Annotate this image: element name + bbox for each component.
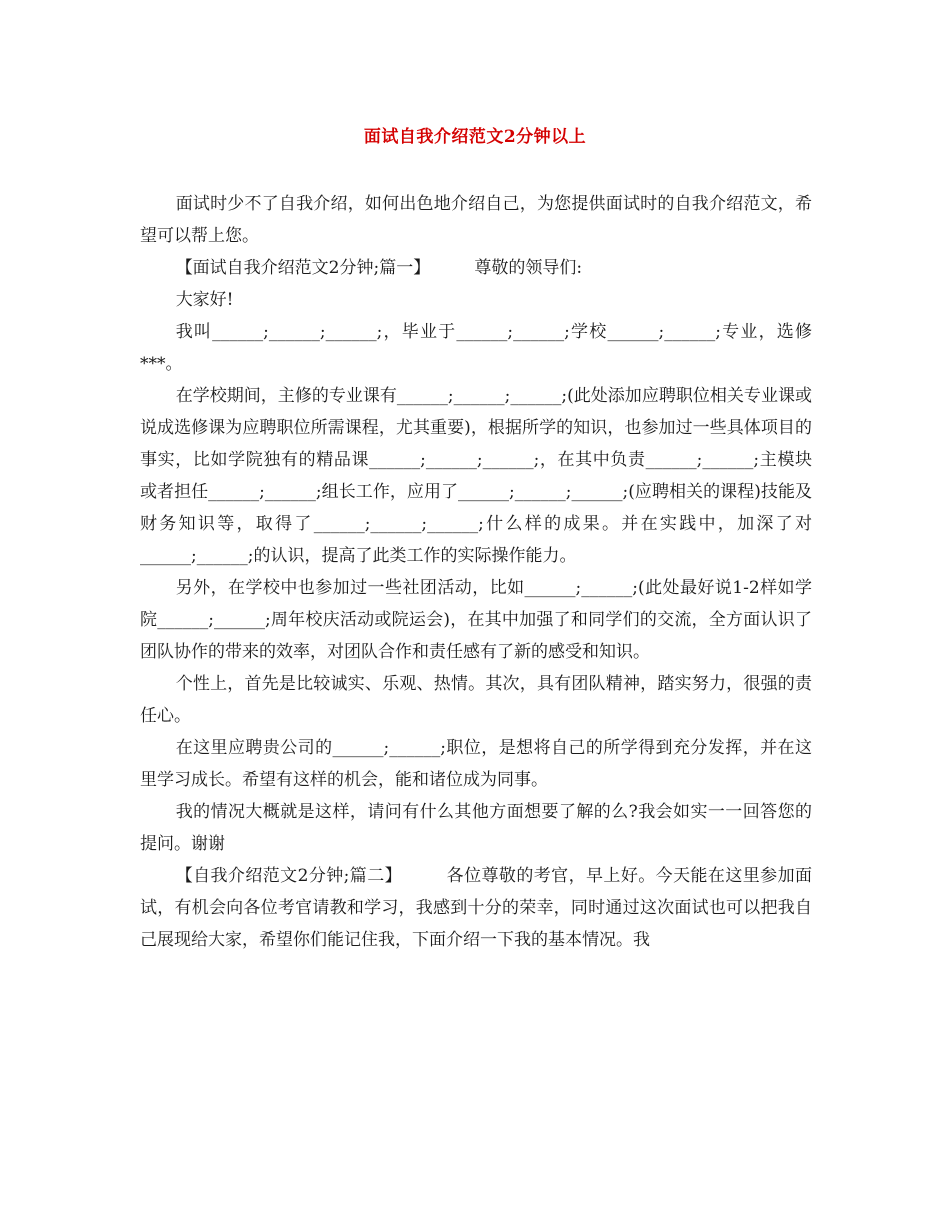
document-title: 面试自我介绍范文2分钟以上 — [363, 127, 587, 147]
section-1-heading: 【面试自我介绍范文2分钟;篇一】 — [175, 258, 431, 278]
section-1-greeting: 尊敬的领导们: — [474, 258, 583, 278]
activities-paragraph: 另外，在学校中也参加过一些社团活动，比如______;______;(此处最好说1-2样如学院______;______;周年校庆活动或院运会)，在其中加强了和同学们的交流，全方面认识了团队协作的带来的效率，对团队合作和责任感有了新的感受和知识。 — [140, 578, 812, 662]
position-paragraph: 在这里应聘贵公司的______;______;职位，是想将自己的所学得到充分发挥，并在这里学习成长。希望有这样的机会，能和诸位成为同事。 — [140, 738, 812, 790]
section-2-heading: 【自我介绍范文2分钟;篇二】 — [175, 866, 403, 886]
greeting-paragraph: 大家好! — [175, 290, 234, 310]
section-2-paragraph — [140, 860, 812, 956]
section-1-heading-line — [140, 252, 812, 284]
closing-paragraph: 我的情况大概就是这样，请问有什么其他方面想要了解的么?我会如实一一回答您的提问。谢谢 — [140, 802, 812, 854]
intro-paragraph: 面试时少不了自我介绍，如何出色地介绍自己，为您提供面试时的自我介绍范文，希望可以帮上您。 — [140, 194, 812, 246]
name-school-paragraph: 我叫______;______;______;，毕业于______;______;学校______;______;专业，选修***。 — [140, 322, 812, 374]
section-2-text: 各位尊敬的考官，早上好。今天能在这里参加面试，有机会向各位考官请教和学习，我感到十分的荣幸，同时通过这次面试也可以把我自己展现给大家，希望你们能记住我，下面介绍一下我的基本情况。我 — [140, 866, 812, 950]
personality-paragraph: 个性上，首先是比较诚实、乐观、热情。其次，具有团队精神，踏实努力，很强的责任心。 — [140, 674, 812, 726]
document-body — [140, 188, 812, 956]
study-paragraph: 在学校期间，主修的专业课有______;______;______;(此处添加应聘职位相关专业课或说成选修课为应聘职位所需课程，尤其重要)，根据所学的知识，也参加过一些具体项目的事实，比如学院独有的精品课______;______;______;，在其中负责______;______;主模块或者担任______;______;组长工作，应用了______;______;______;(应聘相关的课程)技能及财务知识等，取得了______;______;______;什么样的成果。并在实践中，加深了对______;______;的认识，提高了此类工作的实际操作能力。 — [140, 386, 812, 566]
